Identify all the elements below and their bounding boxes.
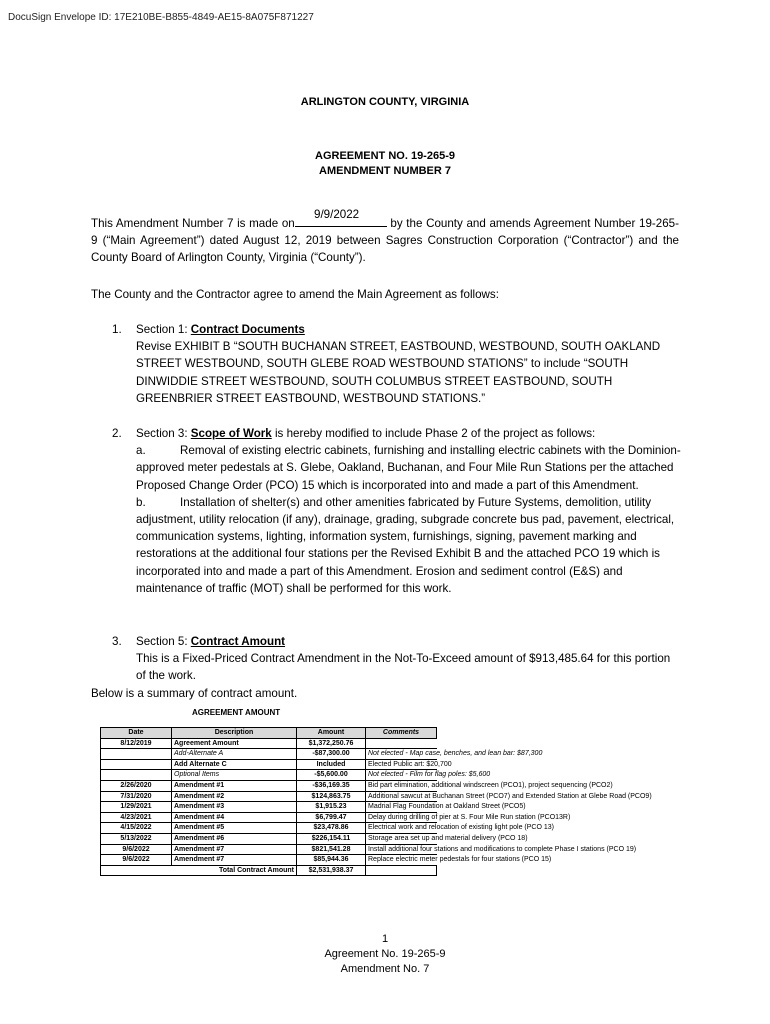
table-row	[101, 738, 437, 749]
cell-amount: $1,915.23	[297, 802, 366, 813]
section-tail: is hereby modified to include Phase 2 of the project as follows:	[271, 427, 596, 440]
intro-part1: This Amendment Number 7 is made on	[91, 217, 295, 230]
cell-amount: $85,944.36	[297, 855, 366, 866]
page-number: 1	[381, 933, 389, 945]
intro-paragraph	[91, 215, 679, 267]
section-lead: Section 3:	[136, 427, 191, 440]
section-title: Scope of Work	[190, 427, 272, 440]
cell-comment: Not elected - Map case, benches, and lean bar: $87,300	[366, 749, 437, 760]
header-comments: Comments	[366, 728, 437, 739]
cell-amount: $1,372,250.76	[297, 738, 366, 749]
cell-description: Amendment #2	[172, 791, 297, 802]
cell-date: 4/15/2022	[101, 823, 172, 834]
cell-comment	[366, 738, 437, 749]
cell-amount: Included	[297, 759, 366, 770]
table-row	[101, 780, 437, 791]
total-amount: $2,531,938.37	[297, 865, 366, 876]
signed-date: 9/9/2022	[314, 208, 360, 221]
table-row	[101, 749, 437, 760]
summary-line: Below is a summary of contract amount.	[91, 687, 298, 700]
section-title: Contract Amount	[190, 635, 286, 648]
cell-comment: Install additional four stations and modifications to complete Phase I stations (PCO 19)	[366, 844, 437, 855]
cell-date: 2/26/2020	[101, 780, 172, 791]
total-label: Total Contract Amount	[101, 865, 297, 876]
header-date: Date	[101, 728, 172, 739]
cell-date: 9/6/2022	[101, 855, 172, 866]
section-lead: Section 1:	[136, 323, 191, 336]
cell-date	[101, 749, 172, 760]
cell-comment: Not elected - Film for flag poles: $5,600	[366, 770, 437, 781]
subitem-b-text: Installation of shelter(s) and other amenities fabricated by Future Systems, demolition, utility adjustment, utility relocation (if any), drainage, grading, subgrade concrete bus pad, pavement, electrical, communication systems, lighting, information system, furnishings, signing, pavement marking and restorations at the additional four stations per the Revised Exhibit B and the attached PCO 19 which is incorporated into and made a part of this Amendment. Erosion and sediment control (E&S) and maintenance of traffic (MOT) shall be performed for this work.	[136, 495, 675, 595]
table-row	[101, 759, 437, 770]
cell-date: 4/23/2021	[101, 812, 172, 823]
table-row	[101, 791, 437, 802]
cell-date: 8/12/2019	[101, 738, 172, 749]
table-row	[101, 802, 437, 813]
cell-description: Amendment #5	[172, 823, 297, 834]
cell-comment: Additional sawcut at Buchanan Street (PCO7) and Extended Station at Glebe Road (PCO9)	[366, 791, 437, 802]
cell-date	[101, 759, 172, 770]
cell-comment: Storage area set up and material delivery (PCO 18)	[366, 833, 437, 844]
amendment-number: AMENDMENT NUMBER 7	[319, 165, 451, 177]
agreement-amount-title: AGREEMENT AMOUNT	[192, 708, 281, 717]
cell-date: 1/29/2021	[101, 802, 172, 813]
item-number: 3.	[112, 635, 122, 648]
cell-amount: -$36,169.35	[297, 780, 366, 791]
date-blank-line	[295, 215, 387, 227]
cell-description: Add Alternate C	[172, 759, 297, 770]
cell-amount: $23,478.86	[297, 823, 366, 834]
cell-description: Optional Items	[172, 770, 297, 781]
cell-date: 5/13/2022	[101, 833, 172, 844]
item-number: 2.	[112, 427, 122, 440]
header-amount: Amount	[297, 728, 366, 739]
county-title: ARLINGTON COUNTY, VIRGINIA	[300, 96, 470, 108]
cell-comment: Elected Public art: $20,700	[366, 759, 437, 770]
section-text: Revise EXHIBIT B “SOUTH BUCHANAN STREET, EASTBOUND, WESTBOUND, SOUTH OAKLAND STREET WESTBOUND, SOUTH GLEBE ROAD WESTBOUND STATIONS” to include “SOUTH DINWIDDIE STREET WESTBOUND, SOUTH COLUMBUS STREET EASTBOUND, SOUTH GREENBRIER STREET EASTBOUND, WESTBOUND STATIONS.”	[136, 340, 661, 405]
subitem-a-label: a.	[136, 444, 146, 458]
table-row	[101, 770, 437, 781]
section-title: Contract Documents	[190, 323, 305, 336]
subitem-a-text: Removal of existing electric cabinets, furnishing and installing electric cabinets with the Dominion-approved meter pedestals at S. Glebe, Oakland, Buchanan, and Four Mile Run Stations per the attached Proposed Change Order (PCO) 15 which is incorporated into and made a part of this Amendment.	[136, 444, 681, 492]
table-row	[101, 833, 437, 844]
cell-amount: -$5,600.00	[297, 770, 366, 781]
total-comment-empty	[366, 865, 437, 876]
table-header-row	[101, 728, 437, 739]
header-description: Description	[172, 728, 297, 739]
cell-description: Amendment #3	[172, 802, 297, 813]
cell-comment: Electrical work and relocation of existing light pole (PCO 13)	[366, 823, 437, 834]
agreement-number: AGREEMENT NO. 19-265-9	[315, 150, 455, 162]
table-row	[101, 844, 437, 855]
table-row	[101, 812, 437, 823]
agree-line: The County and the Contractor agree to amend the Main Agreement as follows:	[91, 288, 499, 301]
footer-agreement: Agreement No. 19-265-9	[324, 948, 446, 960]
cell-date: 7/31/2020	[101, 791, 172, 802]
cell-description: Add-Alternate A	[172, 749, 297, 760]
section-text: This is a Fixed-Priced Contract Amendment in the Not-To-Exceed amount of $913,485.64 for this portion of the work.	[136, 652, 671, 683]
table-row	[101, 823, 437, 834]
agreement-amount-table	[100, 727, 652, 876]
page-footer	[0, 932, 770, 977]
item-number: 1.	[112, 323, 122, 336]
cell-description: Amendment #6	[172, 833, 297, 844]
cell-description: Amendment #7	[172, 855, 297, 866]
cell-amount: $821,541.28	[297, 844, 366, 855]
table-row	[101, 855, 437, 866]
cell-comment: Replace electric meter pedestals for four stations (PCO 15)	[366, 855, 437, 866]
docusign-envelope-id: DocuSign Envelope ID: 17E210BE-B855-4849-AE15-8A075F871227	[8, 12, 314, 23]
cell-description: Amendment #7	[172, 844, 297, 855]
cell-date: 9/6/2022	[101, 844, 172, 855]
section-lead: Section 5:	[136, 635, 191, 648]
cell-amount: $124,863.75	[297, 791, 366, 802]
cell-comment: Delay during drilling of pier at S. Four Mile Run station (PCO13R)	[366, 812, 437, 823]
cell-description: Agreement Amount	[172, 738, 297, 749]
cell-date	[101, 770, 172, 781]
intro-part2: by the County and amends Agreement Number 19-265-9 (“Main Agreement”) dated August 12, 2019 between Sagres Construction Corporation (“Contractor”) and the County Board of Arlington County, Virginia (“County”).	[91, 217, 679, 265]
cell-comment: Madrial Flag Foundation at Oakland Street (PCO5)	[366, 802, 437, 813]
cell-amount: -$87,300.00	[297, 749, 366, 760]
cell-description: Amendment #4	[172, 812, 297, 823]
cell-amount: $226,154.11	[297, 833, 366, 844]
footer-amendment: Amendment No. 7	[340, 963, 430, 975]
cell-description: Amendment #1	[172, 780, 297, 791]
cell-amount: $6,799.47	[297, 812, 366, 823]
total-row	[101, 865, 437, 876]
subitem-b-label: b.	[136, 495, 146, 509]
cell-comment: Bid part elimination, additional windscreen (PCO1), project sequencing (PCO2)	[366, 780, 437, 791]
